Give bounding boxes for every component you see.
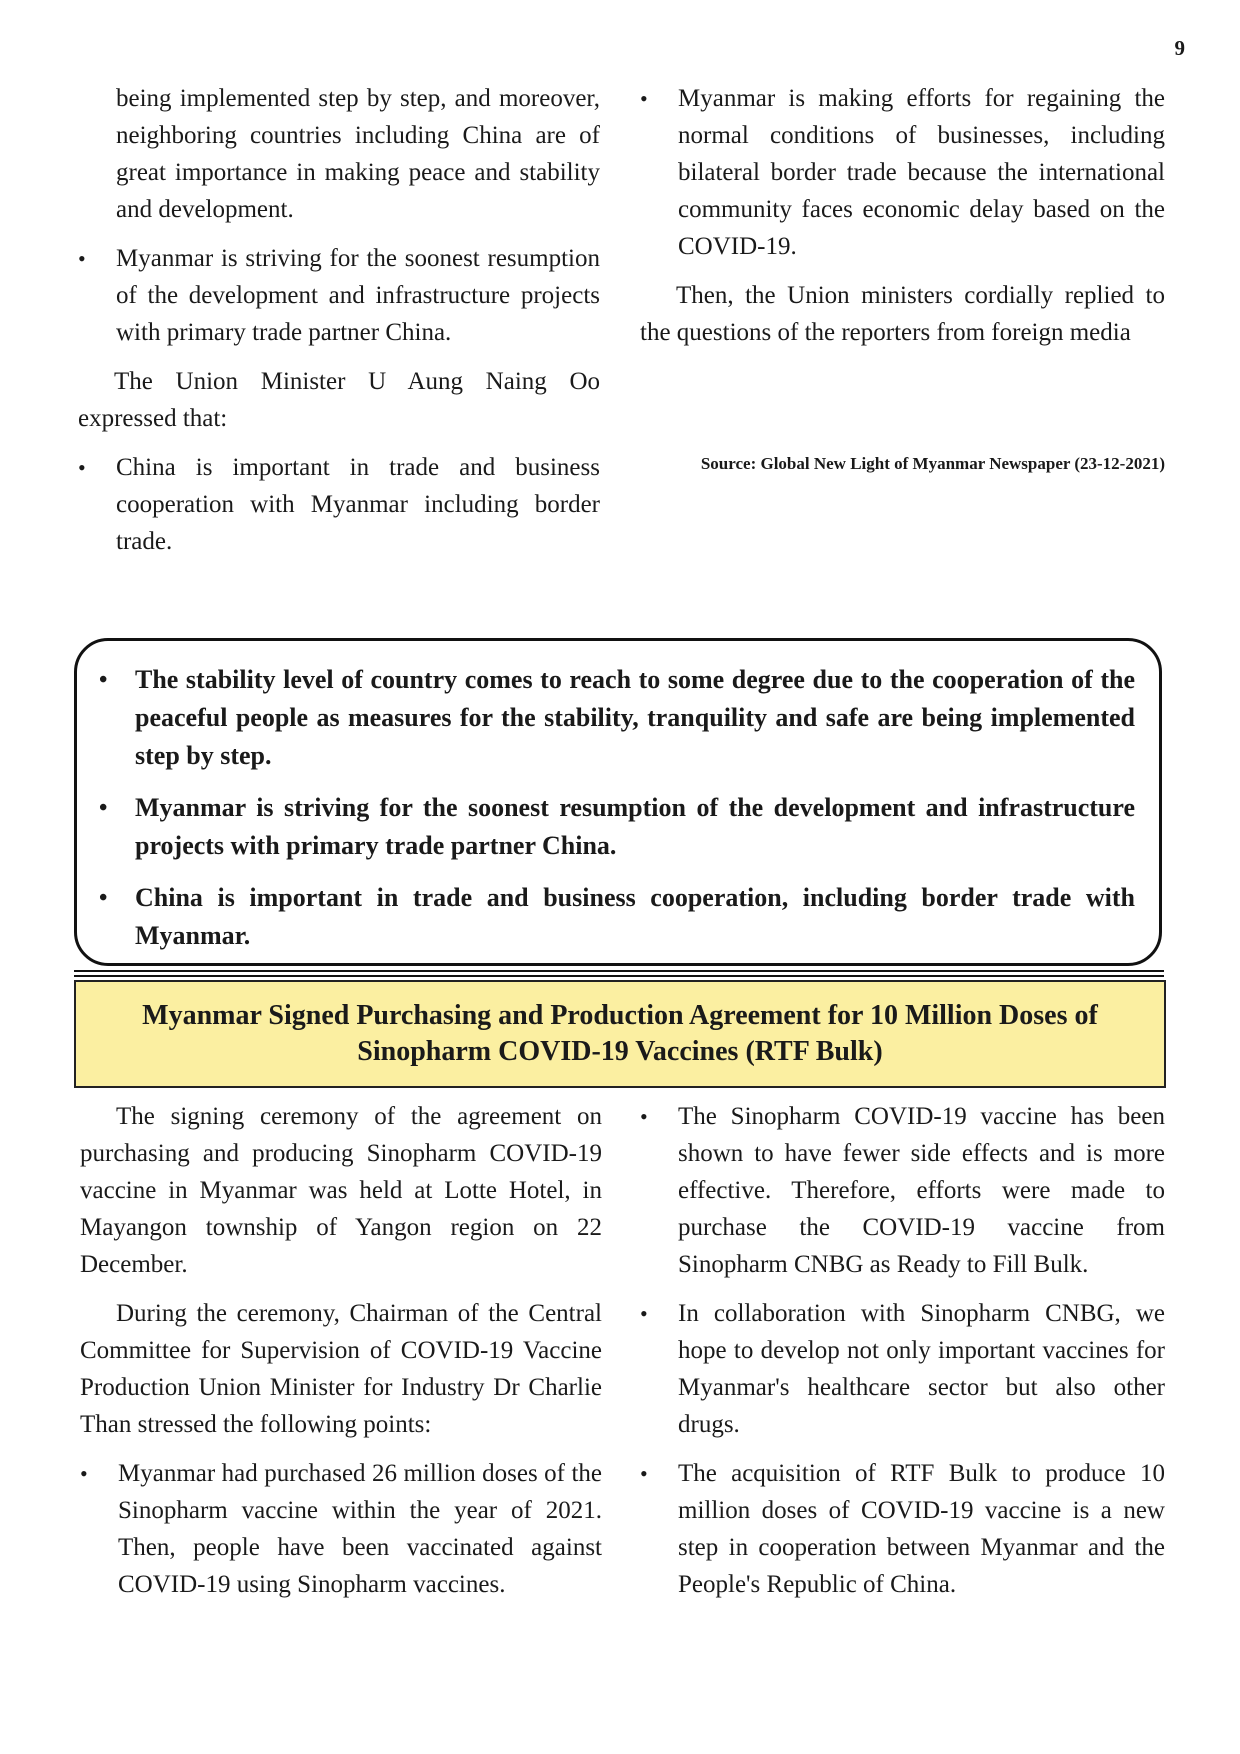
- highlight-item: • The stability level of country comes to reach to some degree due to the cooperation of the peaceful people as measures for the stability, tranquility and safe are being implemented step by step.: [91, 661, 1135, 775]
- highlight-summary-box: [74, 638, 1162, 966]
- paragraph: The signing ceremony of the agreement on purchasing and producing Sinopharm COVID-19 vaccine in Myanmar was held at Lotte Hotel, in Mayangon township of Yangon region on 22 December.: [80, 1103, 602, 1278]
- divider-rule: [74, 975, 1164, 977]
- continued-bullet-text: being implemented step by step, and moreover, neighboring countries including China are of great importance in making peace and stability and development.: [116, 85, 600, 223]
- bullet-item: • In collaboration with Sinopharm CNBG, we hope to develop not only important vaccines for Myanmar's healthcare sector but also other drugs.: [640, 1295, 1165, 1443]
- top-left-bullets-1: [78, 240, 600, 351]
- headline-line-1: Myanmar Signed Purchasing and Production Agreement for 10 Million Doses of: [142, 1000, 1098, 1031]
- top-right-bullets: [640, 80, 1165, 265]
- bullet-item: • China is important in trade and business cooperation with Myanmar including border trade.: [78, 449, 600, 560]
- bullet-item: • Myanmar had purchased 26 million doses of the Sinopharm vaccine within the year of 2021. Then, people have been vaccinated against COVID-19 using Sinopharm vaccines.: [80, 1455, 602, 1603]
- bottom-left-column: [80, 1098, 602, 1615]
- paragraph: The Union Minister U Aung Naing Oo expressed that:: [78, 368, 600, 432]
- top-right-column: [640, 80, 1165, 363]
- headline-line-2: Sinopharm COVID-19 Vaccines (RTF Bulk): [357, 1036, 883, 1067]
- bottom-right-column: [640, 1098, 1165, 1615]
- top-left-bullets-2: [78, 449, 600, 560]
- highlight-list: [91, 661, 1135, 955]
- bullet-item: • The Sinopharm COVID-19 vaccine has been shown to have fewer side effects and is more effective. Therefore, efforts were made to purchase the COVID-19 vaccine from Sinopharm CNBG as Ready to Fill Bulk.: [640, 1098, 1165, 1283]
- article-headline: [74, 980, 1166, 1088]
- source-credit: Source: Global New Light of Myanmar Newspaper (23-12-2021): [700, 454, 1165, 473]
- bottom-left-bullets: [80, 1455, 602, 1603]
- divider-rule: [74, 970, 1164, 972]
- bullet-item: • Myanmar is striving for the soonest resumption of the development and infrastructure projects with primary trade partner China.: [78, 240, 600, 351]
- highlight-item: • Myanmar is striving for the soonest resumption of the development and infrastructure projects with primary trade partner China.: [91, 789, 1135, 865]
- highlight-item: • China is important in trade and business cooperation, including border trade with Myanmar.: [91, 879, 1135, 955]
- bottom-right-bullets: [640, 1098, 1165, 1603]
- paragraph: Then, the Union ministers cordially replied to the questions of the reporters from foreign media: [640, 282, 1165, 346]
- page-number: 9: [1174, 36, 1185, 60]
- bullet-item: • The acquisition of RTF Bulk to produce 10 million doses of COVID-19 vaccine is a new step in cooperation between Myanmar and the People's Republic of China.: [640, 1455, 1165, 1603]
- paragraph: During the ceremony, Chairman of the Central Committee for Supervision of COVID-19 Vaccine Production Union Minister for Industry Dr Charlie Than stressed the following points:: [80, 1300, 602, 1438]
- top-left-column: [78, 80, 600, 572]
- bullet-item: • Myanmar is making efforts for regaining the normal conditions of businesses, including bilateral border trade because the international community faces economic delay based on the COVID-19.: [640, 80, 1165, 265]
